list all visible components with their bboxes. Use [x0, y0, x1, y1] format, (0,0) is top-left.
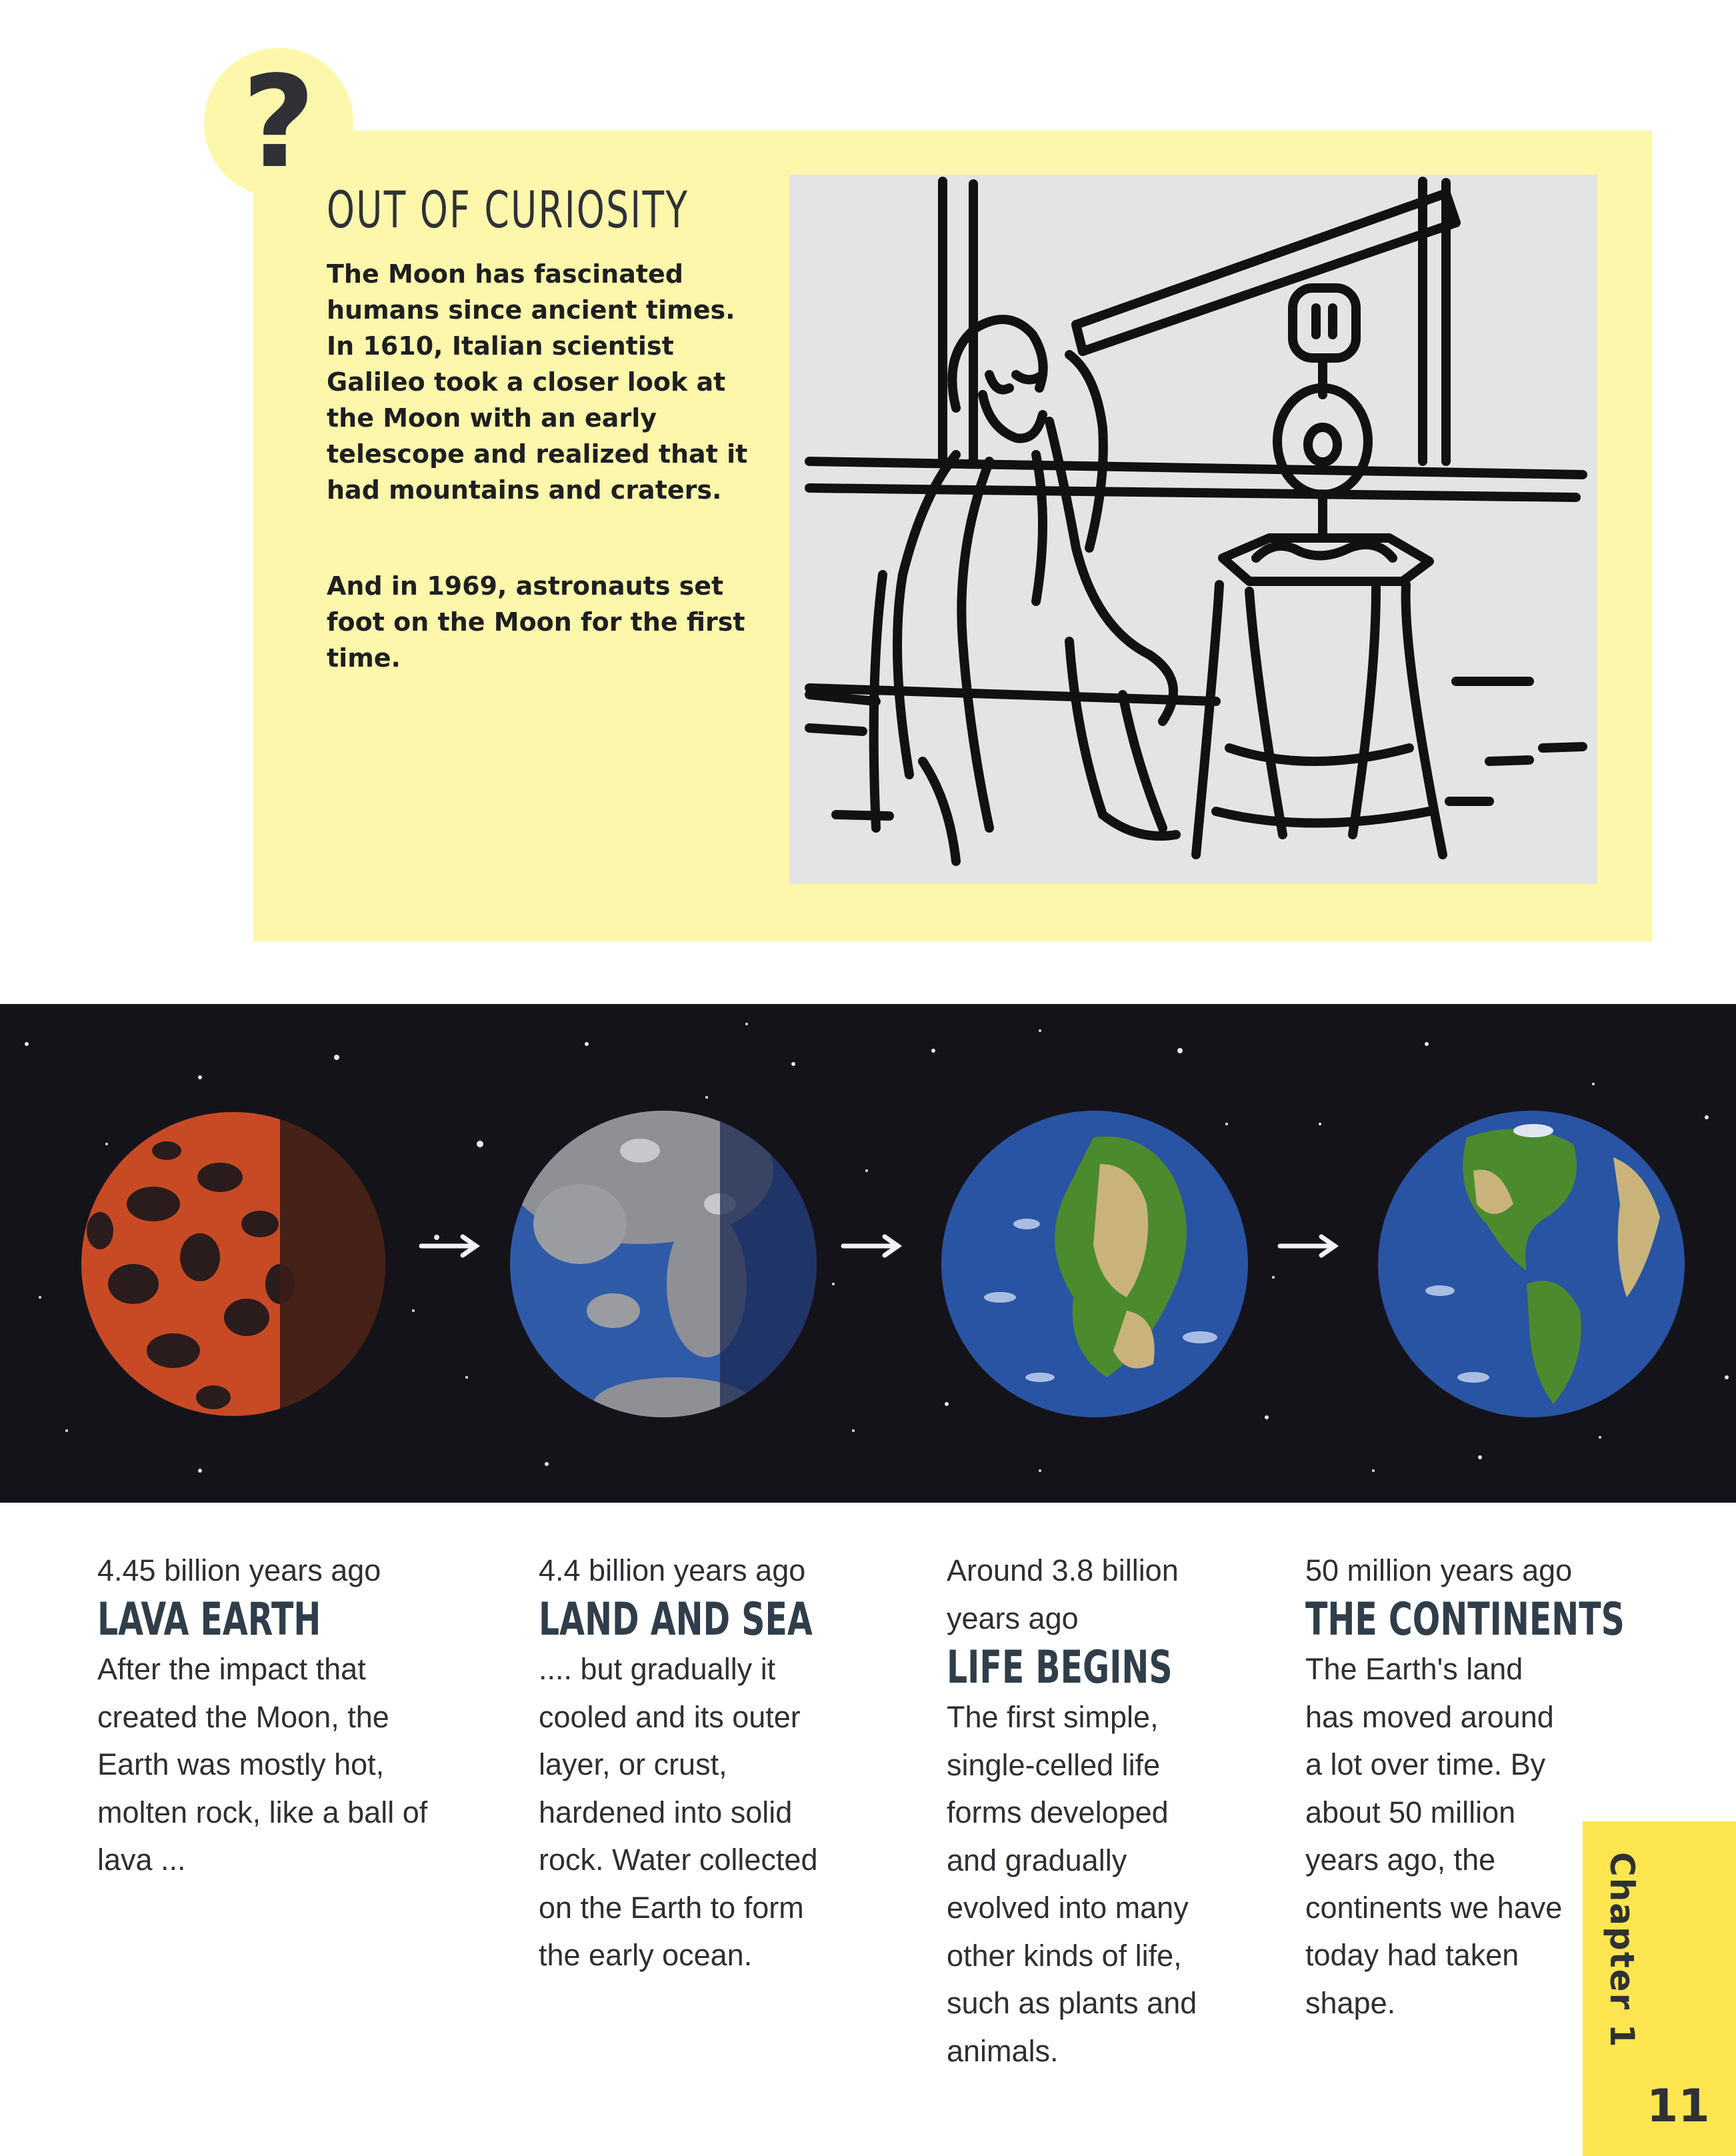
- question-mark-badge: [204, 48, 353, 197]
- planet-continents: [1378, 1111, 1685, 1417]
- timeline-entry-lava-earth: [97, 1547, 444, 1884]
- question-mark-icon: ?: [241, 49, 316, 196]
- timeline-heading: LAVA EARTH: [97, 1593, 321, 1646]
- galileo-illustration: [789, 175, 1597, 884]
- callout-paragraph: And in 1969, astronauts set foot on the Moon for the first time.: [327, 571, 745, 673]
- page-number: 11: [1647, 2080, 1710, 2133]
- planet-life-begins: [941, 1111, 1248, 1417]
- timeline-heading: LIFE BEGINS: [947, 1641, 1173, 1694]
- timeline-entry-land-and-sea: [539, 1547, 885, 1979]
- planet-evolution-band: [0, 1004, 1736, 1503]
- timeline-date: 4.4 billion years ago: [539, 1553, 806, 1587]
- timeline-description: The Earth's land has moved around a lot over time. By about 50 million years ago, the continents we have today had taken shape.: [1305, 1652, 1563, 2020]
- callout-paragraph: The Moon has fascinated humans since ancient times. In 1610, Italian scientist Galileo took a closer look at the Moon with an early telescope and realized that it had mountains and craters.: [327, 259, 748, 505]
- timeline-date: Around 3.8 billion years ago: [947, 1553, 1179, 1635]
- timeline-date: 50 million years ago: [1305, 1553, 1573, 1587]
- timeline-date: 4.45 billion years ago: [97, 1553, 381, 1587]
- timeline-description: After the impact that created the Moon, the Earth was mostly hot, molten rock, like a ball of lava ...: [97, 1652, 428, 1877]
- callout-title: OUT OF CURIOSITY: [327, 180, 689, 239]
- timeline-description: The first simple, single-celled life forms developed and gradually evolved into many other kinds of life, such as plants and animals.: [947, 1700, 1197, 2068]
- timeline-heading: LAND AND SEA: [539, 1593, 813, 1646]
- timeline-description: .... but gradually it cooled and its outer layer, or crust, hardened into solid rock. Water collected on the Earth to form the early ocean.: [539, 1652, 818, 1972]
- chapter-label: Chapter 1: [1603, 1852, 1641, 2049]
- timeline-heading: THE CONTINENTS: [1305, 1593, 1625, 1646]
- timeline-entry-life-begins: [947, 1547, 1280, 2075]
